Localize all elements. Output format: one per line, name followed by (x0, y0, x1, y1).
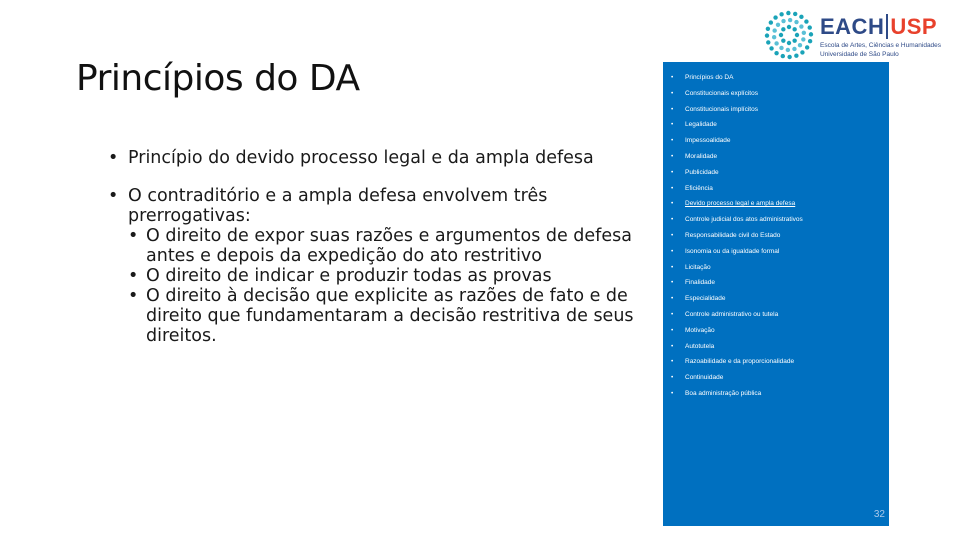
sidebar-bullet: • (671, 295, 674, 303)
sidebar-item[interactable] (671, 232, 780, 239)
sidebar-bullet: • (671, 89, 674, 97)
sidebar-item[interactable] (671, 264, 711, 271)
sub-bullet-decisao: • O direito à decisão que explicite as razões de fato e de direito que fundamentaram a decisão restritiva de seus direitos. (108, 286, 656, 346)
sidebar-bullet: • (671, 311, 674, 318)
sub-bullet-provas: • O direito de indicar e produzir todas as provas (108, 266, 656, 286)
sidebar-bullet: • (671, 184, 674, 192)
sidebar-item[interactable] (671, 390, 761, 397)
sidebar-bullet: • (671, 153, 674, 160)
page-title: Princípios do DA (76, 58, 360, 99)
sidebar-item[interactable] (671, 137, 731, 144)
sidebar-item[interactable] (671, 153, 717, 160)
sidebar-item[interactable] (671, 279, 715, 286)
sidebar-bullet: • (671, 105, 674, 113)
sidebar-item[interactable] (671, 185, 713, 192)
sidebar-bullet: • (671, 358, 674, 366)
sidebar-item-label: Isonomia ou da igualdade formal (685, 247, 780, 255)
sidebar-item[interactable] (671, 200, 795, 207)
sidebar-item[interactable] (671, 106, 758, 113)
sidebar-item-label: Boa administração pública (685, 390, 762, 397)
sidebar-bullet: • (671, 374, 674, 382)
sidebar-bullet: • (671, 168, 674, 176)
sidebar-item[interactable] (671, 343, 714, 350)
sidebar-bullet: • (671, 216, 674, 224)
sidebar-item-label: Controle administrativo ou tutela (685, 311, 779, 318)
page-number: 32 (873, 509, 885, 520)
sidebar-item-label: Princípios do DA (685, 74, 734, 81)
sidebar-bullet: • (671, 247, 674, 255)
logo-subtitle-1: Escola de Artes, Ciências e Humanidades (820, 42, 942, 49)
sidebar-item[interactable] (671, 169, 719, 176)
sidebar-item[interactable] (671, 121, 717, 128)
each-logo-emblem-icon (764, 10, 814, 60)
sidebar-item[interactable] (671, 327, 715, 334)
sidebar-item-label: Responsabilidade civil do Estado (685, 232, 781, 239)
each-usp-logo (764, 8, 944, 64)
sidebar-item-label: Razoabilidade e da proporcionalidade (685, 358, 795, 366)
logo-name: EACH (820, 14, 885, 39)
sidebar-item-label: Autotutela (685, 342, 715, 350)
sidebar-item-label: Finalidade (685, 279, 715, 287)
sidebar-item-label: Constitucionais implícitos (685, 105, 758, 113)
sidebar-item[interactable] (671, 295, 725, 302)
bullet-devido-processo: • Princípio do devido processo legal e da ampla defesa (108, 148, 656, 168)
sidebar-item[interactable] (671, 311, 778, 318)
sidebar-bullet: • (671, 263, 674, 271)
content-area (108, 148, 656, 346)
bullet-contraditorio: • O contraditório e a ampla defesa envolvem três prerrogativas: (108, 186, 656, 226)
sub-bullet-expor-razoes: • O direito de expor suas razões e argumentos de defesa antes e depois da expedição do ato restritivo (108, 226, 656, 266)
sidebar-bullet: • (671, 326, 674, 334)
sidebar-bullet: • (671, 137, 674, 145)
sidebar-bullet: • (671, 200, 674, 208)
sidebar-item-label: Motivação (685, 326, 715, 334)
sidebar-item-label: Continuidade (685, 374, 724, 382)
sidebar-item-label: Licitação (685, 263, 711, 271)
sidebar-item-label: Legalidade (685, 121, 717, 129)
topics-sidebar (663, 62, 889, 526)
logo-usp: USP (886, 14, 937, 39)
logo-subtitle-2: Universidade de São Paulo (820, 51, 899, 58)
sidebar-item-label: Publicidade (685, 168, 719, 176)
sidebar-item-label: Especialidade (685, 295, 726, 303)
sidebar-bullet: • (671, 121, 674, 129)
sub-bullet-list (108, 226, 656, 346)
sidebar-item[interactable] (671, 74, 733, 81)
sidebar-item-label: Impessoalidade (685, 137, 731, 145)
sidebar-item[interactable] (671, 374, 723, 381)
sidebar-item-label: Moralidade (685, 153, 718, 160)
sidebar-bullet: • (671, 342, 674, 350)
sidebar-item[interactable] (671, 248, 779, 255)
sidebar-item[interactable] (671, 90, 758, 97)
sidebar-item-label: Controle judicial dos atos administrativos (685, 216, 803, 224)
sidebar-item-label: Eficiência (685, 184, 713, 192)
sidebar-bullet: • (671, 390, 674, 397)
sidebar-item[interactable] (671, 216, 803, 223)
sidebar-bullet: • (671, 279, 674, 287)
sidebar-bullet: • (671, 74, 674, 81)
sidebar-item-label: Constitucionais explícitos (685, 89, 758, 97)
sidebar-bullet: • (671, 232, 674, 239)
sidebar-item-label: Devido processo legal e ampla defesa (685, 200, 796, 208)
sidebar-item[interactable] (671, 358, 794, 365)
